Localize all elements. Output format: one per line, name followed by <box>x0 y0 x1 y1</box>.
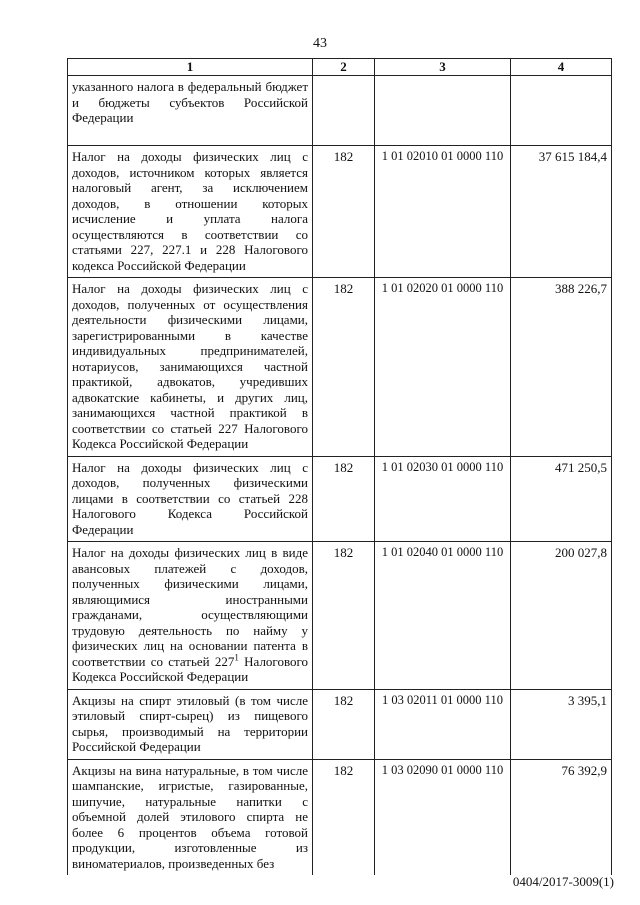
row-admin-code-cell: 182 <box>313 542 375 690</box>
row-amount-cell: 37 615 184,4 <box>511 146 612 278</box>
table-row <box>68 456 612 542</box>
column-header-2: 2 <box>313 59 375 76</box>
table-row <box>68 689 612 759</box>
row-kbk-code-cell: 1 01 02040 01 0000 110 <box>375 542 511 690</box>
row-admin-code-cell: 182 <box>313 456 375 542</box>
document-code: 0404/2017-3009(1) <box>512 874 614 889</box>
row-name-cell <box>68 542 313 690</box>
row-admin-code-cell <box>313 76 375 146</box>
table-row <box>68 542 612 690</box>
row-amount-cell: 3 395,1 <box>511 689 612 759</box>
row-admin-code-cell: 182 <box>313 278 375 457</box>
column-header-3: 3 <box>375 59 511 76</box>
row-admin-code-cell: 182 <box>313 689 375 759</box>
row-kbk-code-cell: 1 01 02030 01 0000 110 <box>375 456 511 542</box>
row-admin-code-cell: 182 <box>313 759 375 875</box>
table-header-row <box>68 59 612 76</box>
row-name-cell: Акцизы на вина натуральные, в том числе шампанские, игристые, газированные, шипучие, натуральные напитки с объемной долей этилового спирта не более 6 процентов объема готовой продукции, изготовленные из виноматериалов, произведенных без <box>68 759 313 875</box>
row-kbk-code-cell: 1 01 02010 01 0000 110 <box>375 146 511 278</box>
table-row <box>68 76 612 146</box>
table-row <box>68 759 612 875</box>
row-amount-cell: 200 027,8 <box>511 542 612 690</box>
revenue-table <box>67 58 612 875</box>
row-name-text-end: Налогового Кодекса Российской Федерации <box>72 653 308 684</box>
row-kbk-code-cell: 1 03 02090 01 0000 110 <box>375 759 511 875</box>
row-kbk-code-cell: 1 01 02020 01 0000 110 <box>375 278 511 457</box>
column-header-1: 1 <box>68 59 313 76</box>
row-amount-cell: 388 226,7 <box>511 278 612 457</box>
row-admin-code-cell: 182 <box>313 146 375 278</box>
table-row <box>68 146 612 278</box>
row-name-cell: Налог на доходы физических лиц с доходов, источником которых является налоговый агент, за исключением доходов, в отношении которых исчисление и уплата налога осуществляются в соответствии со статьями 227, 227.1 и 228 Налогового кодекса Российской Федерации <box>68 146 313 278</box>
row-kbk-code-cell: 1 03 02011 01 0000 110 <box>375 689 511 759</box>
column-header-4: 4 <box>511 59 612 76</box>
row-amount-cell <box>511 76 612 146</box>
row-kbk-code-cell <box>375 76 511 146</box>
table-row <box>68 278 612 457</box>
row-amount-cell: 76 392,9 <box>511 759 612 875</box>
row-name-text: Налог на доходы физических лиц в виде авансовых платежей с доходов, полученных физическими лицами, являющимися иностранными гражданами, осуществляющими трудовую деятельность по найму у физических лиц на основании патента в соответствии со статьей 227 <box>72 545 308 669</box>
row-name-cell: Акцизы на спирт этиловый (в том числе этиловый спирт-сырец) из пищевого сырья, производимый на территории Российской Федерации <box>68 689 313 759</box>
row-amount-cell: 471 250,5 <box>511 456 612 542</box>
row-name-cell: указанного налога в федеральный бюджет и бюджеты субъектов Российской Федерации <box>68 76 313 146</box>
row-name-cell: Налог на доходы физических лиц с доходов, полученных физическими лицами в соответствии со статьей 228 Налогового Кодекса Российской Федерации <box>68 456 313 542</box>
row-name-cell: Налог на доходы физических лиц с доходов, полученных от осуществления деятельности физическими лицами, зарегистрированными в качестве индивидуальных предпринимателей, нотариусов, занимающихся частной практикой, адвокатов, учредивших адвокатские кабинеты, и других лиц, занимающихся частной практикой в соответствии со статьей 227 Налогового Кодекса Российской Федерации <box>68 278 313 457</box>
page-number: 43 <box>313 36 327 51</box>
article-superscript: 1 <box>234 652 239 663</box>
